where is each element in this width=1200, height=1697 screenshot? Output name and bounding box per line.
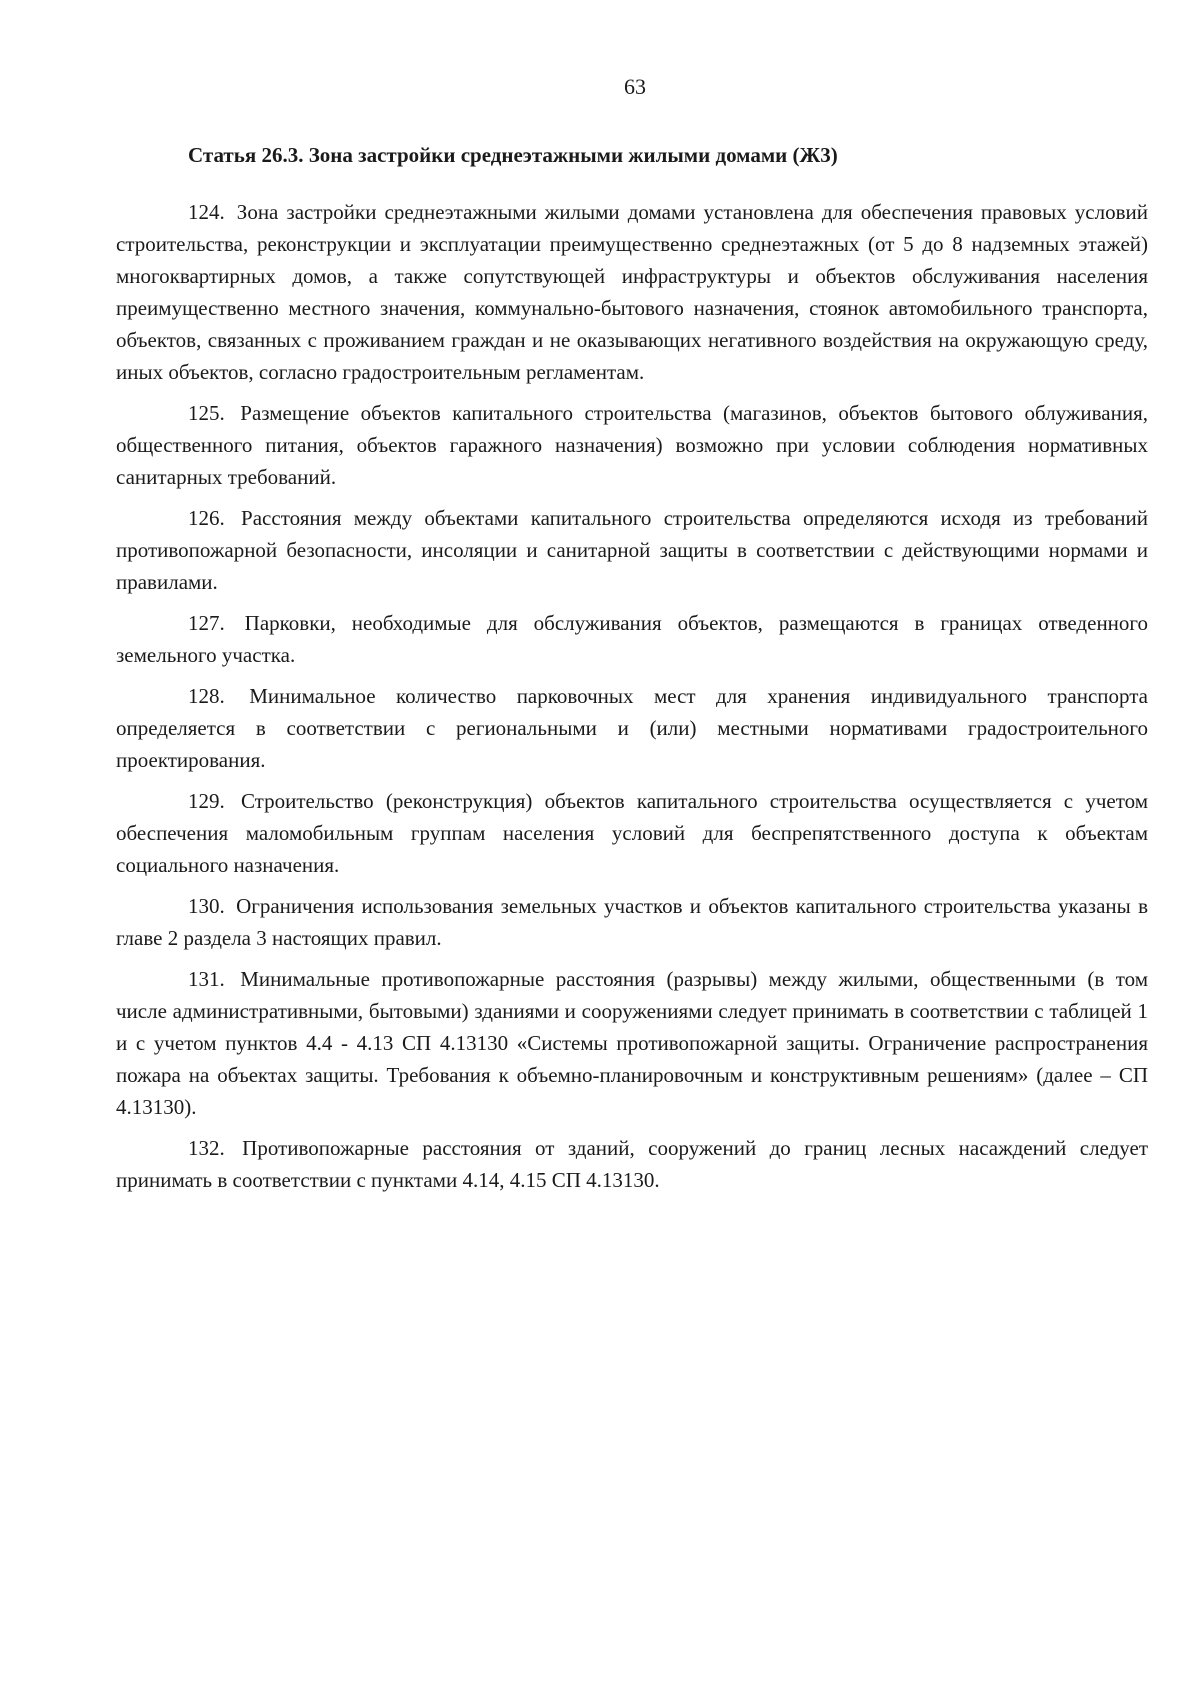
paragraph-129 [116,785,1148,881]
paragraph-text: Противопожарные расстояния от зданий, сооружений до границ лесных насаждений следует принимать в соответствии с пунктами 4.14, 4.15 СП 4.13130. [116,1136,1149,1192]
paragraph-125 [116,397,1148,493]
paragraph-127 [116,607,1148,671]
paragraph-text: Строительство (реконструкция) объектов капитального строительства осуществляется с учетом обеспечения маломобильным группам населения условий для беспрепятственного доступа к объектам социального назначения. [116,789,1148,877]
paragraph-number: 132. [188,1136,225,1160]
paragraph-number: 124. [188,200,225,224]
paragraph-number: 127. [188,611,225,635]
paragraph-132 [116,1132,1148,1196]
paragraph-number: 129. [188,789,225,813]
paragraph-number: 126. [188,506,225,530]
document-body [116,196,1148,1205]
paragraph-124 [116,196,1148,388]
page-number: 63 [624,74,646,99]
article-heading: Статья 26.3. Зона застройки среднеэтажными жилыми домами (Ж3) [188,143,838,167]
paragraph-text: Зона застройки среднеэтажными жилыми домами установлена для обеспечения правовых условий строительства, реконструкции и эксплуатации преимущественно среднеэтажных (от 5 до 8 надземных этажей) многоквартирных домов, а также сопутствующей инфраструктуры и объектов обслуживания населения преимущественно местного значения, коммунально-бытового назначения, стоянок автомобильного транспорта, объектов, связанных с проживанием граждан и не оказывающих негативного воздействия на окружающую среду, иных объектов, согласно градостроительным регламентам. [116,200,1149,384]
paragraph-126 [116,502,1148,598]
paragraph-131 [116,963,1148,1123]
paragraph-text: Парковки, необходимые для обслуживания объектов, размещаются в границах отведенного земельного участка. [116,611,1149,667]
paragraph-text: Минимальные противопожарные расстояния (разрывы) между жилыми, общественными (в том числе административными, бытовыми) зданиями и сооружениями следует принимать в соответствии с таблицей 1 и с учетом пунктов 4.4 - 4.13 СП 4.13130 «Системы противопожарной защиты. Ограничение распространения пожара на объектах защиты. Требования к объемно-планировочным и конструктивным решениям» (далее – СП 4.13130). [116,967,1148,1119]
paragraph-text: Ограничения использования земельных участков и объектов капитального строительства указаны в главе 2 раздела 3 настоящих правил. [116,894,1148,950]
paragraph-130 [116,890,1148,954]
paragraph-number: 131. [188,967,225,991]
paragraph-text: Минимальное количество парковочных мест для хранения индивидуального транспорта определяется в соответствии с региональными и (или) местными нормативами градостроительного проектирования. [116,684,1149,772]
paragraph-text: Размещение объектов капитального строительства (магазинов, объектов бытового облуживания, общественного питания, объектов гаражного назначения) возможно при условии соблюдения нормативных санитарных требований. [116,401,1148,489]
paragraph-number: 125. [188,401,225,425]
paragraph-number: 130. [188,894,225,918]
paragraph-text: Расстояния между объектами капитального строительства определяются исходя из требований противопожарной безопасности, инсоляции и санитарной защиты в соответствии с действующими нормами и правилами. [116,506,1148,594]
paragraph-number: 128. [188,684,225,708]
paragraph-128 [116,680,1148,776]
